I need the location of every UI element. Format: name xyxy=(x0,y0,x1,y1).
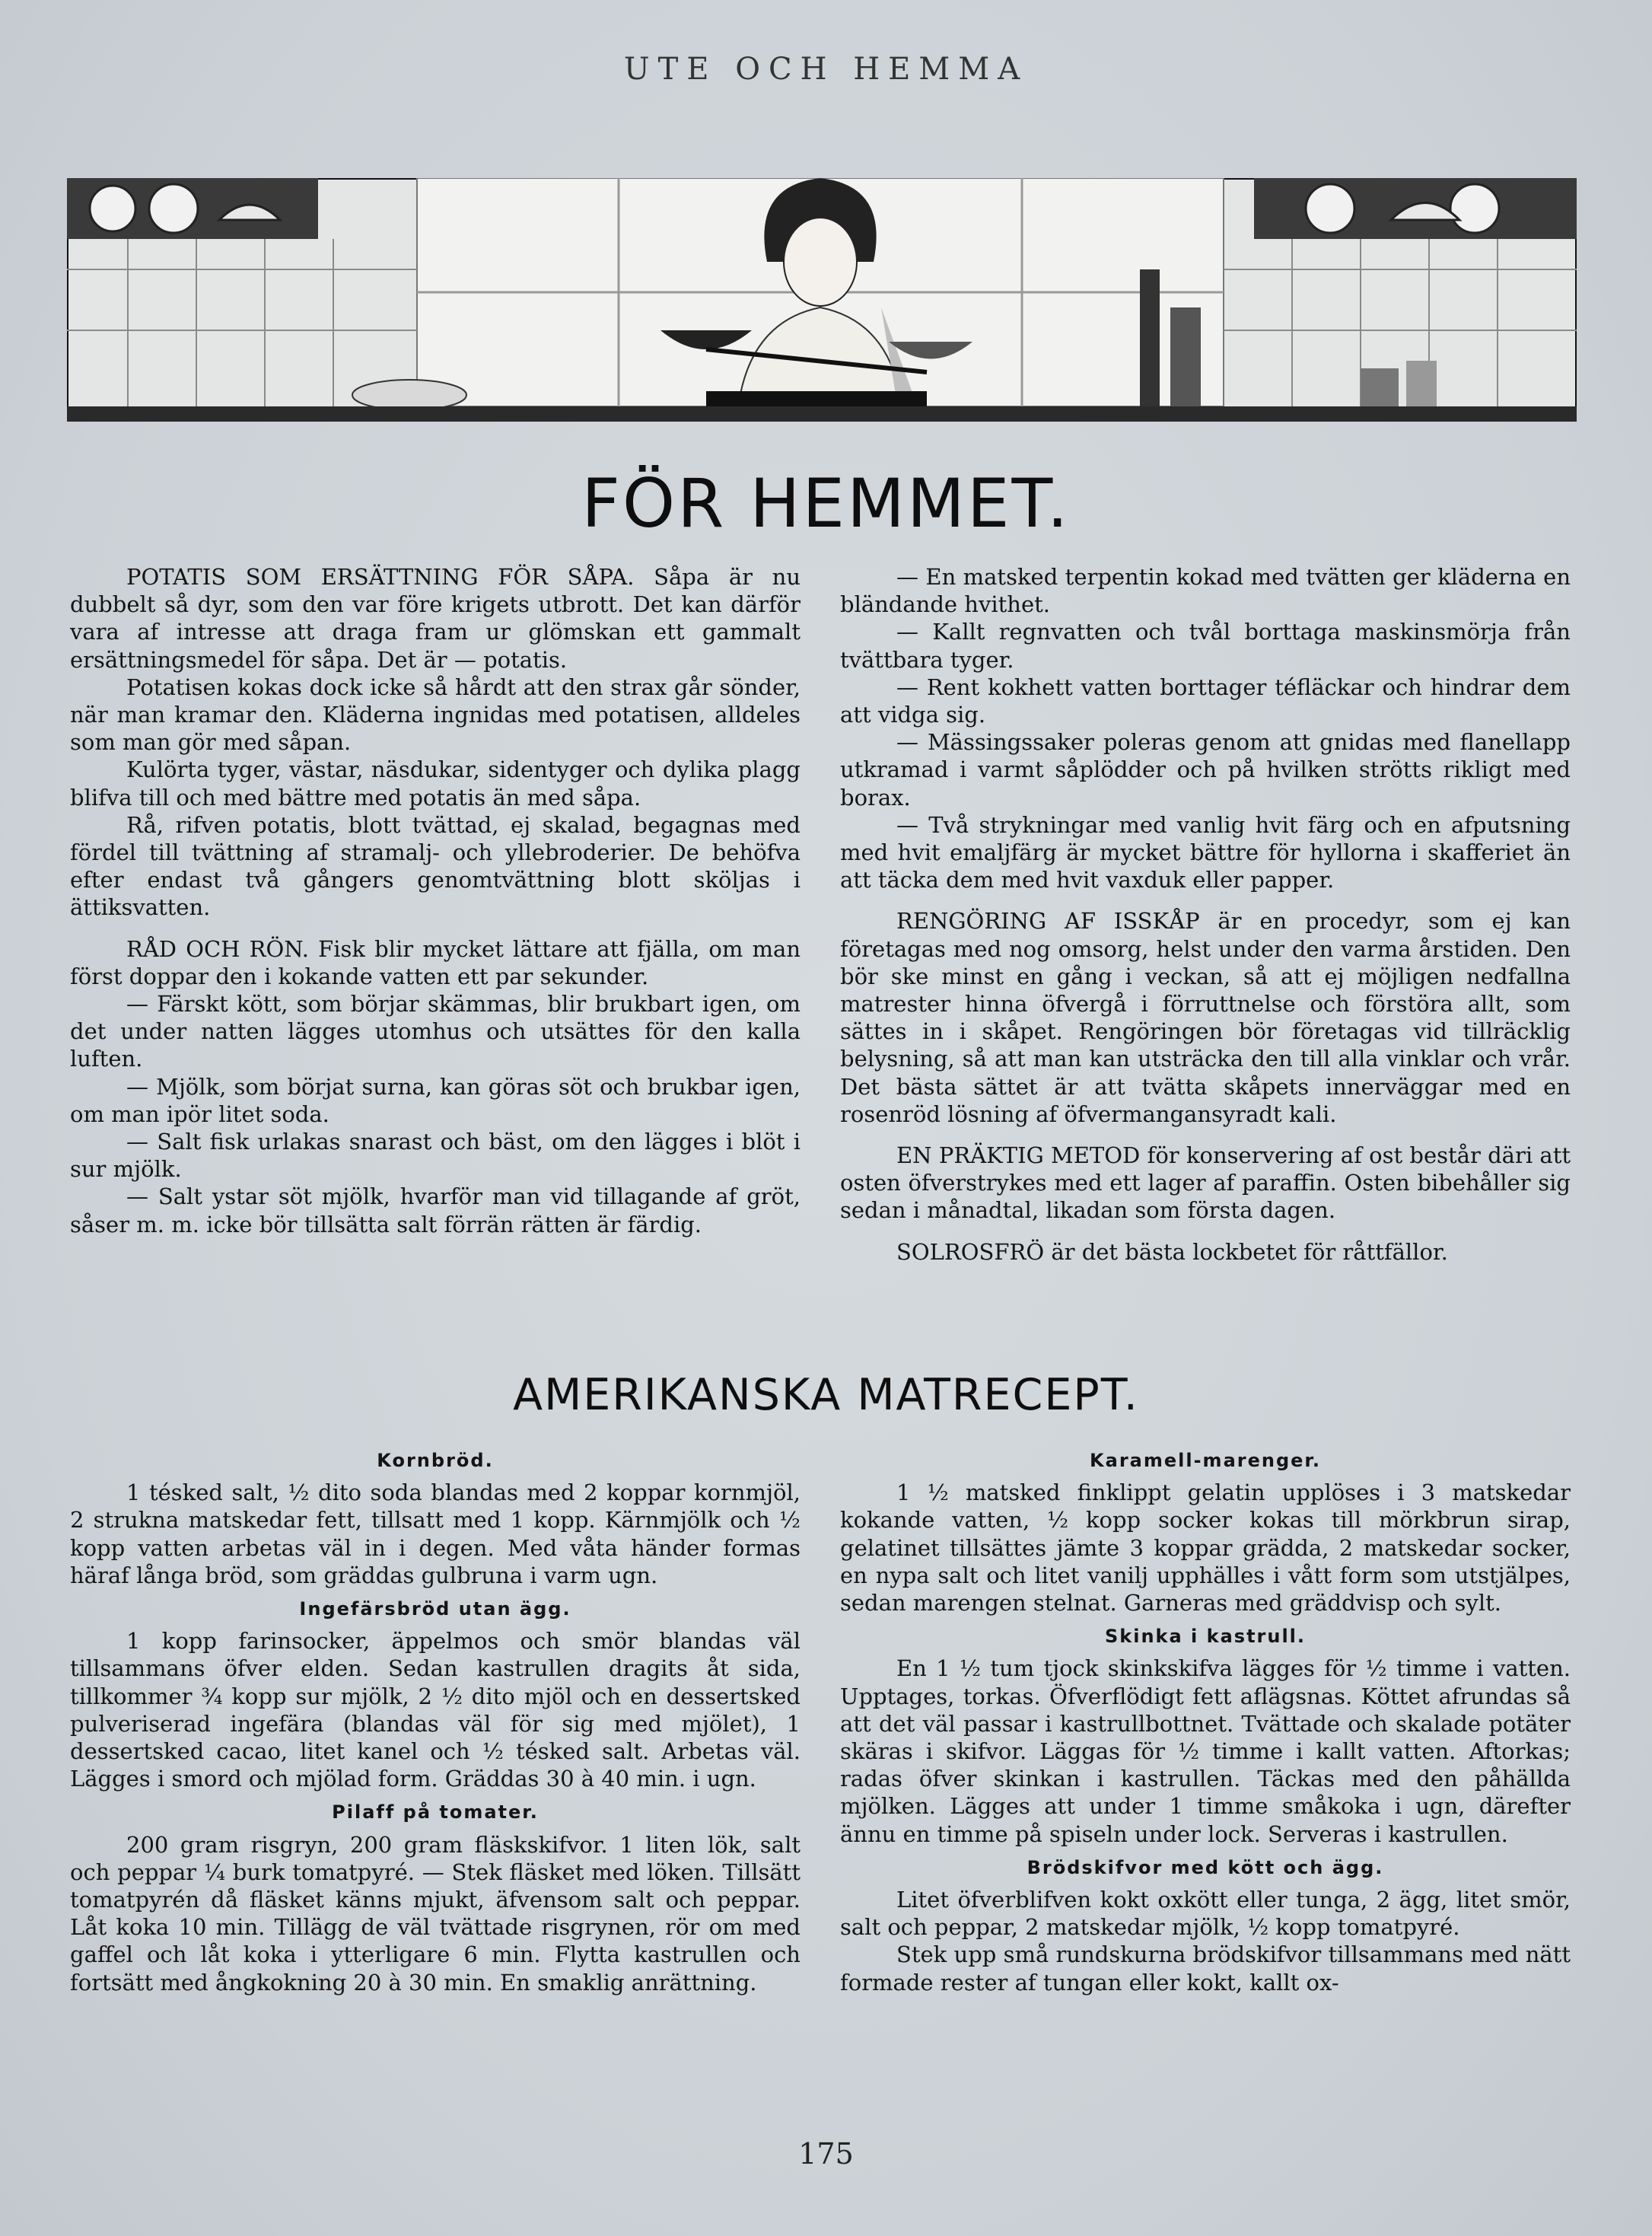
recipe-text: 1 tésked salt, ½ dito soda blandas med 2 koppar kornmjöl, 2 strukna matskedar fett, tillsatt med 1 kopp. Kärnmjölk och ½ kopp vatten arbetas väl in i degen. Med våta händer formas häraf långa bröd, som gräddas gulbruna i varm ugn. xyxy=(70,1480,801,1588)
paragraph: Potatisen kokas dock icke så hårdt att den strax går sönder, när man kramar den. Kläderna ingnidas med potatisen, alldeles som man gör med såpan. xyxy=(70,674,801,756)
recipe-text: 1 ½ matsked finklippt gelatin upplöses i 3 matskedar kokande vatten, ½ kopp socker kokas till mörkbrun sirap, gelatinet tillsättes jämte 3 koppar grädda, 2 matskedar socker, en nypa salt och litet vanilj upphälles i vått form som utstjälpes, sedan marengen stelnat. Garneras med gräddvisp och sylt. xyxy=(840,1480,1571,1616)
page-number: 175 xyxy=(798,2137,854,2171)
recipes-left-column xyxy=(70,1441,801,1996)
paragraph: — Mjölk, som börjat surna, kan göras söt och brukbar igen, om man iрör litet soda. xyxy=(70,1073,801,1127)
paragraph: RENGÖRING AF ISSKÅP är en procedyr, som ej kan företagas med nog omsorg, helst under den varma årstiden. Den bör ske minst en gång i veckan, så att ej möjligen nedfallna matrester hinna öfvergå i förruttnelse och förstöra allt, som sättes in i skåpet. Rengöringen bör företagas vid tillräcklig belysning, så att man kan utsträcka den till alla vinklar och vrår. Det bästa sättet är att tvätta skåpets innerväggar med en rosenröd lösning af öfvermangansyradt kali. xyxy=(840,908,1571,1127)
article-title-matrecept: AMERIKANSKA MATRECEPT. xyxy=(513,1370,1139,1420)
paragraph: EN PRÄKTIG METOD för konservering af ost består däri att osten öfverstrykes med ett lager af paraffin. Osten bibehåller sig sedan i månadtal, likadan som första dagen. xyxy=(840,1142,1571,1224)
recipe-text: Litet öfverblifven kokt oxkött eller tunga, 2 ägg, litet smör, salt och peppar, 2 matskedar mjölk, ½ kopp tomatpyré. xyxy=(840,1887,1571,1941)
recipe-heading: Kornbröd. xyxy=(377,1450,494,1471)
recipe-heading: Skinka i kastrull. xyxy=(1104,1626,1307,1648)
recipe-text: 200 gram risgryn, 200 gram fläskskifvor. 1 liten lök, salt och peppar ¼ burk tomatpyré. — Stek fläsket med löken. Tillsätt tomatpyrén då fläsket känns mjukt, äfvensom salt och peppar. Låt koka 10 min. Tillägg de väl tvättade risgrynen, rör om med gaffel och låt koka i ytterligare 6 min. Flytta kastrullen och fortsätt med ångkokning 20 à 30 min. En smaklig anrättning. xyxy=(70,1831,801,1996)
paragraph: Rå, rifven potatis, blott tvättad, ej skalad, begagnas med fördel till tvättning af stramalj- och yllebroderier. De behöfva efter endast två gångers genomtvättning blott sköljas i ättiksvatten. xyxy=(70,811,801,921)
recipe-heading: Pilaff på tomater. xyxy=(332,1801,539,1824)
recipe-heading: Karamell-marenger. xyxy=(1090,1450,1321,1471)
paragraph: RÅD OCH RÖN. Fisk blir mycket lättare att fjälla, om man först doppar den i kokande vatten ett par sekunder. xyxy=(70,935,801,989)
paragraph: SOLROSFRÖ är det bästa lockbetet för råttfällor. xyxy=(896,1238,1448,1265)
recipes-right-column xyxy=(840,1441,1571,1996)
paragraph: — En matsked terpentin kokad med tvätten ger kläderna en bländande hvithet. xyxy=(840,564,1571,618)
article1-right-column xyxy=(840,563,1571,1266)
paragraph: — Salt fisk urlakas snarast och bäst, om den lägges i blöt i sur mjölk. xyxy=(70,1129,801,1183)
paragraph: — Kallt regnvatten och tvål borttaga maskinsmörja från tvättbara tyger. xyxy=(840,619,1571,673)
paragraph: — Färskt kött, som börjar skämmas, blir brukbart igen, om det under natten lägges utomhus och utsättes för den kalla luften. xyxy=(70,991,801,1072)
running-header: UTE OCH HEMMA xyxy=(623,52,1029,87)
article1-left-column xyxy=(70,563,801,1238)
paragraph: — Två strykningar med vanlig hvit färg och en afputsning med hvit emaljfärg är mycket bättre för hyllorna i skafferiet än att täcka dem med hvit vaxduk eller papper. xyxy=(840,811,1571,893)
article-title-for-hemmet: FÖR HEMMET. xyxy=(581,464,1071,543)
recipe-text: En 1 ½ tum tjock skinkskifva lägges för ½ timme i vatten. Upptages, torkas. Öfverflödigt fett aflägsnas. Köttet afrundas så att det väl passar i kastrullbottnet. Tvättade och skalade potäter skäras i skifvor. Läggas för ½ timme i kallt vatten. Aftorkas; radas öfver skinkan i kastrullen. Täckas med den påhällda mjölken. Lägges att under 1 timme småkoka i ugn, därefter ännu en timme på spiseln under lock. Serveras i kastrullen. xyxy=(840,1655,1571,1847)
paragraph: — Rent kokhett vatten borttager téfläckar och hindrar dem att vidga sig. xyxy=(840,674,1571,728)
paragraph: Kulörta tyger, västar, näsdukar, sidentyger och dylika plagg blifva till och med bättre med potatis än med såpa. xyxy=(70,756,801,811)
recipe-heading: Brödskifvor med kött och ägg. xyxy=(1027,1856,1384,1878)
paragraph: — Salt ystar söt mjölk, hvarför man vid tillagande af gröt, såser m. m. icke bör tillsätta salt förrän rätten är färdig. xyxy=(70,1183,801,1237)
paragraph: POTATIS SOM ERSÄTTNING FÖR SÅPA. Såpa är nu dubbelt så dyr, som den var före krigets utbrott. Det kan därför vara af intresse att draga fram ur glömskan ett gammalt ersättningsmedel för såpa. Det är — potatis. xyxy=(70,564,801,673)
recipe-text: 1 kopp farinsocker, äppelmos och smör blandas väl tillsammans öfver elden. Sedan kastrullen dragits åt sida, tillkommer ¾ kopp sur mjölk, 2 ½ dito mjöl och en dessertsked pulveriserad ingefära (blandas väl för sig med mjölet), 1 dessertsked cacao, litet kanel och ½ tésked salt. Arbetas väl. Lägges i smord och mjölad form. Gräddas 30 à 40 min. i ugn. xyxy=(70,1628,801,1792)
paragraph: — Mässingssaker poleras genom att gnidas med flanellapp utkramad i varmt såplödder och på hvilken strötts rikligt med borax. xyxy=(840,729,1571,811)
recipe-heading: Ingefärsbröd utan ägg. xyxy=(299,1598,571,1620)
recipe-text: Stek upp små rundskurna brödskifvor tillsammans med nätt formade rester af tungan eller kokt, kallt ox- xyxy=(840,1941,1571,1996)
kitchen-illustration xyxy=(67,178,1577,422)
